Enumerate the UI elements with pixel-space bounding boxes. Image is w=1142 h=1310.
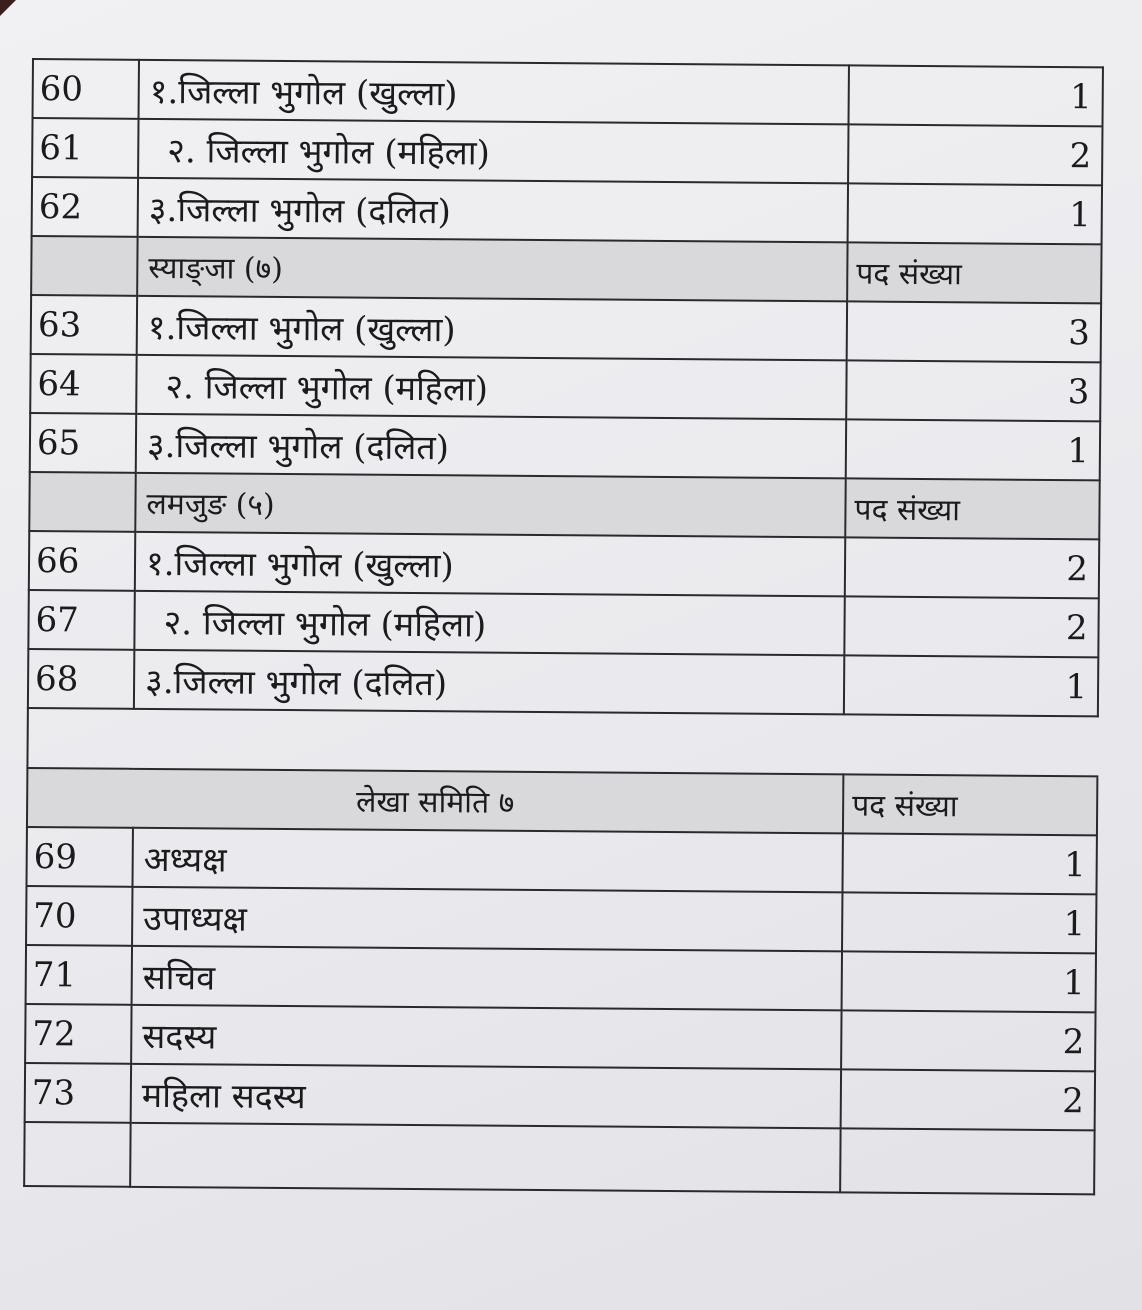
row-number: 61 bbox=[32, 118, 138, 178]
table-row bbox=[26, 886, 1096, 953]
row-label: ३.जिल्ला भुगोल (दलित) bbox=[134, 650, 844, 715]
row-count: 1 bbox=[842, 892, 1096, 953]
section-header-committee bbox=[27, 768, 1097, 835]
row-number: 73 bbox=[25, 1063, 131, 1123]
row-number: 63 bbox=[31, 295, 137, 355]
row-count: 1 bbox=[844, 655, 1098, 716]
row-count: 2 bbox=[848, 124, 1102, 185]
count-column-label: पद संख्या bbox=[847, 242, 1101, 303]
document-sheet bbox=[23, 58, 1102, 1195]
row-label: ३.जिल्ला भुगोल (दलित) bbox=[138, 178, 848, 243]
table-row bbox=[32, 177, 1102, 244]
table-row bbox=[28, 649, 1098, 716]
row-label: सदस्य bbox=[131, 1005, 841, 1070]
positions-table bbox=[23, 58, 1104, 1195]
row-label: ३.जिल्ला भुगोल (दलित) bbox=[136, 414, 846, 479]
row-number: 67 bbox=[28, 590, 134, 650]
table-spacer bbox=[27, 708, 1097, 776]
row-count: 3 bbox=[846, 360, 1100, 421]
empty-cell bbox=[24, 1122, 130, 1187]
row-number: 70 bbox=[26, 886, 132, 946]
table-row bbox=[26, 827, 1096, 894]
table-row bbox=[30, 354, 1100, 421]
empty-cell bbox=[130, 1123, 840, 1193]
row-label: महिला सदस्य bbox=[131, 1064, 841, 1129]
row-number: 72 bbox=[25, 1004, 131, 1064]
count-column-label: पद संख्या bbox=[843, 774, 1097, 835]
table-row bbox=[25, 1004, 1095, 1071]
row-label: २. जिल्ला भुगोल (महिला) bbox=[136, 355, 846, 420]
row-label: २. जिल्ला भुगोल (महिला) bbox=[138, 119, 848, 184]
section-title: लमजुङ (५) bbox=[135, 473, 845, 538]
table-row bbox=[33, 59, 1103, 126]
section-title: स्याङ्जा (७) bbox=[137, 237, 847, 302]
row-label: अध्यक्ष bbox=[132, 828, 842, 893]
row-number: 64 bbox=[30, 354, 136, 414]
row-label: २. जिल्ला भुगोल (महिला) bbox=[134, 591, 844, 656]
spacer-cell bbox=[27, 708, 1097, 776]
row-count: 2 bbox=[841, 1069, 1095, 1130]
row-count: 2 bbox=[841, 1010, 1095, 1071]
row-number: 60 bbox=[33, 59, 139, 119]
table-row bbox=[30, 413, 1100, 480]
row-number: 65 bbox=[30, 413, 136, 473]
header-blank-cell bbox=[31, 236, 137, 296]
section-header-syangja bbox=[31, 236, 1101, 303]
row-count: 1 bbox=[848, 183, 1102, 244]
section-title: लेखा समिति ७ bbox=[27, 768, 843, 833]
header-blank-cell bbox=[29, 472, 135, 532]
table-row bbox=[32, 118, 1102, 185]
empty-cell bbox=[840, 1128, 1094, 1194]
table-row bbox=[29, 531, 1099, 598]
row-label: १.जिल्ला भुगोल (खुल्ला) bbox=[135, 532, 845, 597]
row-count: 1 bbox=[849, 65, 1103, 126]
table-row bbox=[28, 590, 1098, 657]
count-column-label: पद संख्या bbox=[845, 478, 1099, 539]
row-count: 3 bbox=[847, 301, 1101, 362]
empty-row bbox=[24, 1122, 1094, 1194]
paper-corner-shadow bbox=[0, 0, 16, 16]
row-label: उपाध्यक्ष bbox=[132, 887, 842, 952]
row-number: 71 bbox=[26, 945, 132, 1005]
row-number: 69 bbox=[26, 827, 132, 887]
row-count: 2 bbox=[845, 537, 1099, 598]
row-number: 66 bbox=[29, 531, 135, 591]
row-label: १.जिल्ला भुगोल (खुल्ला) bbox=[137, 296, 847, 361]
row-count: 1 bbox=[846, 419, 1100, 480]
row-count: 2 bbox=[844, 596, 1098, 657]
table-row bbox=[26, 945, 1096, 1012]
row-count: 1 bbox=[842, 951, 1096, 1012]
section-header-lamjung bbox=[29, 472, 1099, 539]
row-number: 68 bbox=[28, 649, 134, 709]
row-label: सचिव bbox=[132, 946, 842, 1011]
row-number: 62 bbox=[32, 177, 138, 237]
table-row bbox=[25, 1063, 1095, 1130]
row-count: 1 bbox=[842, 833, 1096, 894]
row-label: १.जिल्ला भुगोल (खुल्ला) bbox=[139, 60, 849, 125]
table-row bbox=[31, 295, 1101, 362]
